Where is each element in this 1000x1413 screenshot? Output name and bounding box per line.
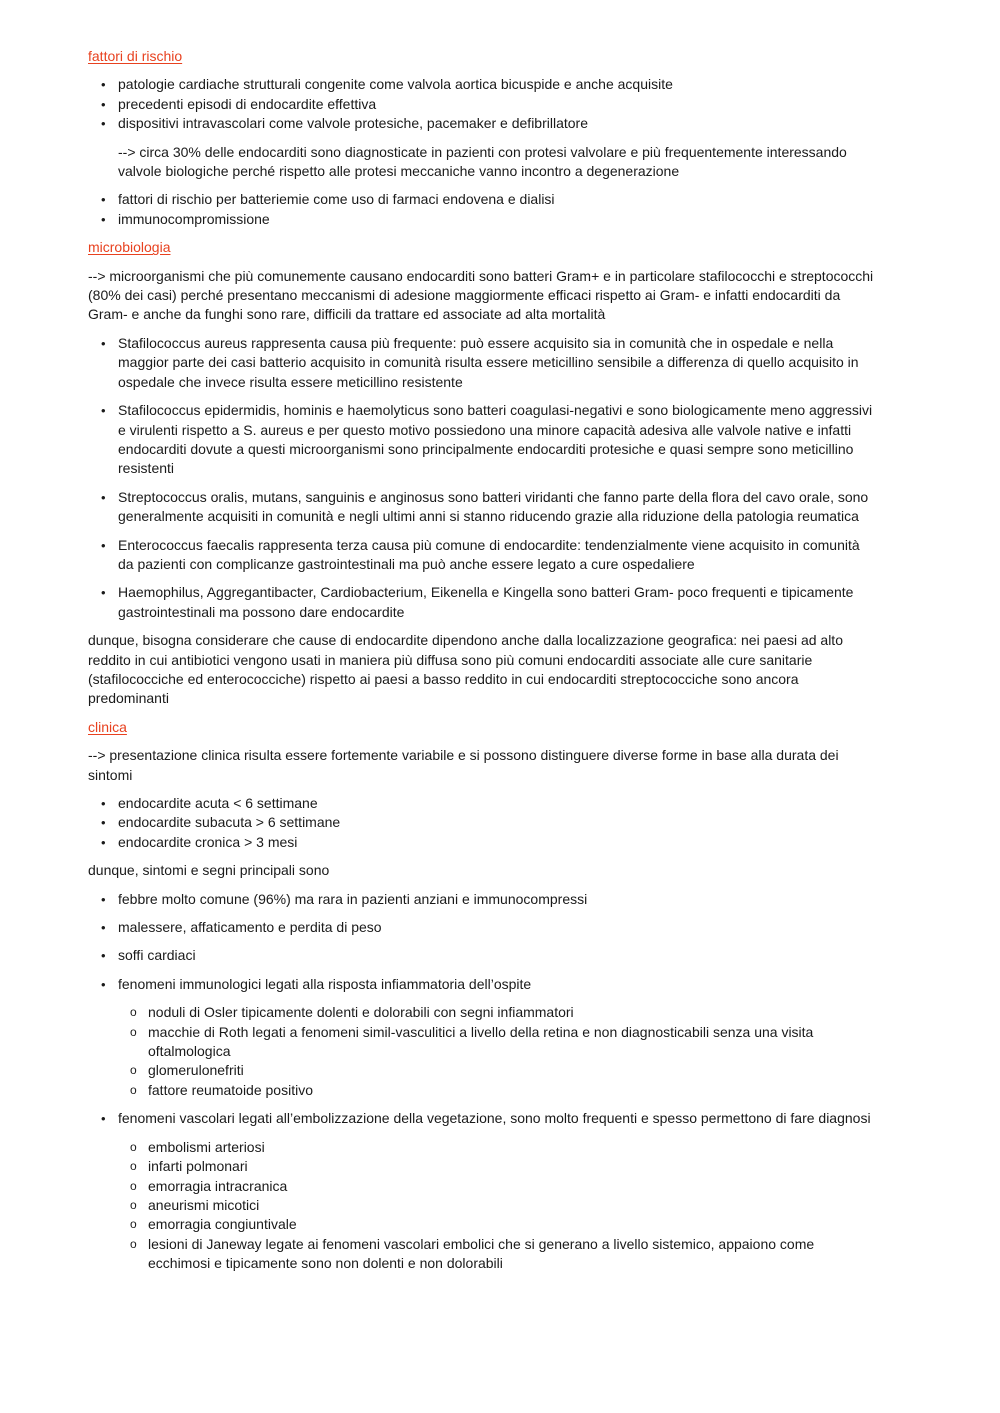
list-item: • immunocompromissione: [88, 210, 878, 229]
list-item-vascular: [88, 1109, 878, 1273]
list-item: • Stafilococcus aureus rappresenta causa più frequente: può essere acquisito sia in comunità che in ospedale e nella maggior parte dei casi batterio acquisito in comunità risulta essere meticillino sensibile a differenza di quello acquisito in ospedale che invece risulta essere meticillino resistente: [88, 334, 878, 392]
list-item: • febbre molto comune (96%) ma rara in pazienti anziani e immunocompressi: [88, 890, 878, 909]
list-item-immunological: [88, 975, 878, 1100]
vascular-sublist: [118, 1138, 878, 1274]
sublist-item: o infarti polmonari: [118, 1157, 878, 1176]
sublist-item: o fattore reumatoide positivo: [118, 1081, 878, 1100]
signs-intro: dunque, sintomi e segni principali sono: [88, 862, 330, 879]
document-page: [88, 47, 878, 1283]
sublist-item: o glomerulonefriti: [118, 1061, 878, 1080]
list-item: • endocardite subacuta > 6 settimane: [88, 813, 878, 832]
list-item: • patologie cardiache strutturali congenite come valvola aortica bicuspide e anche acquisite: [88, 75, 878, 94]
list-item: • dispositivi intravascolari come valvole protesiche, pacemaker e defibrillatore: [88, 114, 878, 133]
clinical-forms-list: [88, 794, 878, 852]
list-item: • endocardite cronica > 3 mesi: [88, 833, 878, 852]
risk-factors-list-continued: [88, 190, 878, 229]
microorganisms-list: [88, 334, 878, 622]
list-item: • Enterococcus faecalis rappresenta terza causa più comune di endocardite: tendenzialmente viene acquisito in comunità da pazienti con complicanze gastrointestinali ma può anche essere legato a cure ospedaliere: [88, 536, 878, 575]
list-item: • Streptococcus oralis, mutans, sanguinis e anginosus sono batteri viridanti che fanno parte della flora del cavo orale, sono generalmente acquisiti in comunità e negli ultimi anni si stanno riducendo grazie alla riduzione della patologia reumatica: [88, 488, 878, 527]
clinical-intro: --> presentazione clinica risulta essere fortemente variabile e si possono distinguere diverse forme in base alla durata dei sintomi: [88, 747, 839, 783]
sublist-item: o lesioni di Janeway legate ai fenomeni vascolari embolici che si generano a livello sistemico, appaiono come ecchimosi e tipicamente sono non dolenti e non dolorabili: [118, 1235, 878, 1274]
list-item: • Stafilococcus epidermidis, hominis e haemolyticus sono batteri coagulasi-negativi e sono biologicamente meno aggressivi e virulenti rispetto a S. aureus e per questo motivo possiedono una minore capacità adesiva alle valvole native e infatti endocarditi dovute a questi microorganismi sono principalmente endocarditi protesiche e quasi sempre sono meticillino resistenti: [88, 401, 878, 479]
sublist-item: o emorragia intracranica: [118, 1177, 878, 1196]
section-heading-fattori-di-rischio: fattori di rischio: [88, 48, 183, 64]
sublist-item: o aneurismi micotici: [118, 1196, 878, 1215]
list-item: • precedenti episodi di endocardite effettiva: [88, 95, 878, 114]
microbiology-outro: dunque, bisogna considerare che cause di endocardite dipendono anche dalla localizzazione geografica: nei paesi ad alto reddito in cui antibiotici vengono usati in maniera più diffusa sono più comuni endocarditi associate alle cure sanitarie (stafilococciche ed enterococciche) rispetto ai paesi a basso reddito in cui endocarditi streptococciche sono ancora predominanti: [88, 632, 843, 707]
microbiology-intro: --> microorganismi che più comunemente causano endocarditi sono batteri Gram+ e in particolare stafilococchi e streptococchi (80% dei casi) perché presentano meccanismi di adesione maggiormente efficaci rispetto ai Gram- e infatti endocarditi da Gram- e anche da funghi sono rare, difficili da trattare ed associate ad alta mortalità: [88, 267, 874, 323]
list-item: • soffi cardiaci: [88, 946, 878, 965]
immunological-sublist: [118, 1003, 878, 1100]
prosthesis-note: --> circa 30% delle endocarditi sono diagnosticate in pazienti con protesi valvolare e più frequentemente interessando valvole biologiche perché rispetto alle protesi meccaniche vanno incontro a degenerazione: [118, 143, 847, 180]
list-item-label: • fenomeni immunologici legati alla risposta infiammatoria dell’ospite: [118, 975, 532, 992]
list-item: • malessere, affaticamento e perdita di peso: [88, 918, 878, 937]
list-item: • Haemophilus, Aggregantibacter, Cardiobacterium, Eikenella e Kingella sono batteri Gram- poco frequenti e tipicamente gastrointestinali ma possono dare endocardite: [88, 583, 878, 622]
list-item-label: • fenomeni vascolari legati all’embolizzazione della vegetazione, sono molto frequenti e spesso permettono di fare diagnosi: [118, 1110, 871, 1127]
sublist-item: o macchie di Roth legati a fenomeni simil-vasculitici a livello della retina e non diagnosticabili senza una visita oftalmologica: [118, 1023, 878, 1062]
sublist-item: o embolismi arteriosi: [118, 1138, 878, 1157]
sublist-item: o emorragia congiuntivale: [118, 1215, 878, 1234]
risk-factors-list: [88, 75, 878, 133]
section-heading-clinica: clinica: [88, 718, 127, 735]
list-item: • fattori di rischio per batteriemie come uso di farmaci endovena e dialisi: [88, 190, 878, 209]
signs-list: [88, 890, 878, 1274]
section-heading-microbiologia: microbiologia: [88, 239, 171, 256]
sublist-item: o noduli di Osler tipicamente dolenti e dolorabili con segni infiammatori: [118, 1003, 878, 1022]
list-item: • endocardite acuta < 6 settimane: [88, 794, 878, 813]
